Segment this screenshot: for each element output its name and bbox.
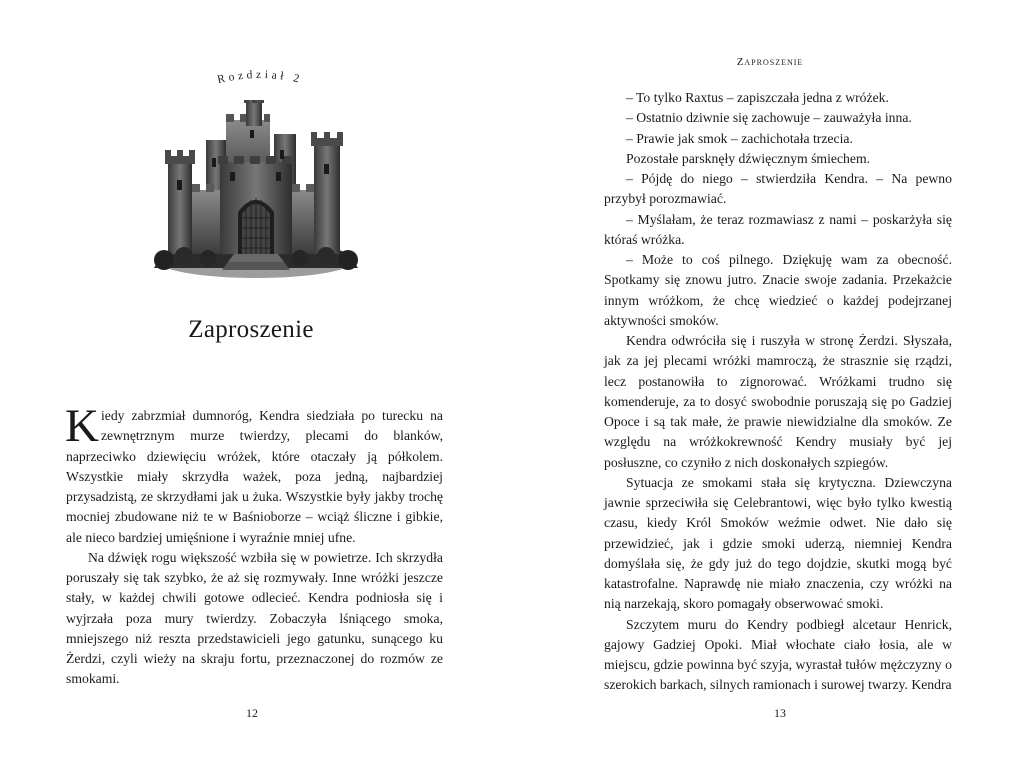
- page-number-left: 12: [246, 706, 258, 720]
- chapter-label: [195, 66, 325, 96]
- svg-text:Rozdział 2: [216, 69, 304, 86]
- paragraph: – Ostatnio dziwnie się zachowuje – zauważyła inna.: [626, 110, 912, 126]
- paragraph: Pozostałe parsknęły dźwięcznym śmiechem.: [626, 150, 871, 166]
- chapter-label-text: Rozdział 2: [216, 68, 304, 87]
- castle-illustration: [150, 100, 362, 282]
- paragraph-text: iedy zabrzmiał dumnoróg, Kendra siedziała po turecku na zewnętrznym murze twierdzy, plecami do blanków, naprzeciwko dziewięciu wróżek, które otaczały ją półkolem. Wszystkie miały skrzydła ważek, poza jedną, najbardziej przysadzistą, ze skrzydłami jak u żuka. Wszystkie były jakby trochę mocniej zbudowane niż te w Baśnioborze – wciąż śliczne i gibkie, ale nieco bardziej umięśnione i wyraźnie mniej ufne.: [66, 408, 443, 545]
- paragraph: – Może to coś pilnego. Dziękuję wam za obecność. Spotkamy się znowu jutro. Znacie swoje zadania. Przekażcie innym wróżkom, że chcę wiedzieć o każdej podejrzanej aktywności smoków.: [604, 252, 952, 328]
- paragraph: – Pójdę do niego – stwierdziła Kendra. – Na pewno przybył porozmawiać.: [604, 171, 952, 207]
- paragraph: – Prawie jak smok – zachichotała trzecia.: [626, 130, 853, 146]
- chapter-title: Zaproszenie: [188, 316, 314, 343]
- right-page-body: [604, 88, 952, 696]
- right-page: [510, 0, 1020, 763]
- paragraph: – To tylko Raxtus – zapiszczała jedna z wróżek.: [626, 90, 889, 105]
- left-page-body: [65, 400, 443, 690]
- drop-cap: K: [65, 400, 99, 452]
- page-number-right: 13: [774, 706, 786, 720]
- paragraph: Na dźwięk rogu większość wzbiła się w powietrze. Ich skrzydła poruszały się tak szybko, że aż się rozmywały. Inne wróżki jeszcze stały, w każdej chwili gotowe odlecieć. Kendra podniosła się i wyjrzała poza mury twierdzy. Zobaczyła lśniącego smoka, mniejszego niż reszta przedstawicieli jego gatunku, sunącego ku Żerdzi, czyli wieży na skraju fortu, przeznaczonej do rozmów ze smokami.: [66, 549, 443, 687]
- paragraph: Kendra odwróciła się i ruszyła w stronę Żerdzi. Słyszała, jak za jej plecami wróżki mamroczą, że strasznie się rządzi, lecz postanowiła to zignorować. Wróżkami trudno się komenderuje, za to dosyć swobodnie poruszają się po Gadziej Opoce i są tak małe, że prawie niewidzialne dla smoków. Ze względu na wróżkokrewność Kendry musiały być jej posłuszne, co czyniło z nich doskonałych szpiegów.: [604, 333, 952, 470]
- paragraph: Szczytem muru do Kendry podbiegł alcetaur Henrick, gajowy Gadziej Opoki. Miał włochate ciało łosia, ale w miejscu, gdzie powinna być szyja, wyrastał tułów mężczyzny o szerokich barkach, silnych ramionach i surowej twarzy. Kendra: [604, 616, 952, 693]
- paragraph: Sytuacja ze smokami stała się krytyczna. Dziewczyna jawnie sprzeciwiła się Celebrantowi, więc było tylko kwestią czasu, kiedy Król Smoków weźmie odwet. Nie dało się przewidzieć, jak i gdzie smoki uderzą, niemniej Kendra domyślała się, że gdy już do tego dojdzie, skutki mogą być katastrofalne. Naprawdę nie miało znaczenia, czy wróżki na nią narzekają, skoro pomagały obserwować smoki.: [604, 474, 952, 612]
- paragraph: – Myślałam, że teraz rozmawiasz z nami – poskarżyła się któraś wróżka.: [604, 211, 952, 247]
- running-head: Zaproszenie: [736, 56, 804, 68]
- paragraph: [65, 400, 443, 548]
